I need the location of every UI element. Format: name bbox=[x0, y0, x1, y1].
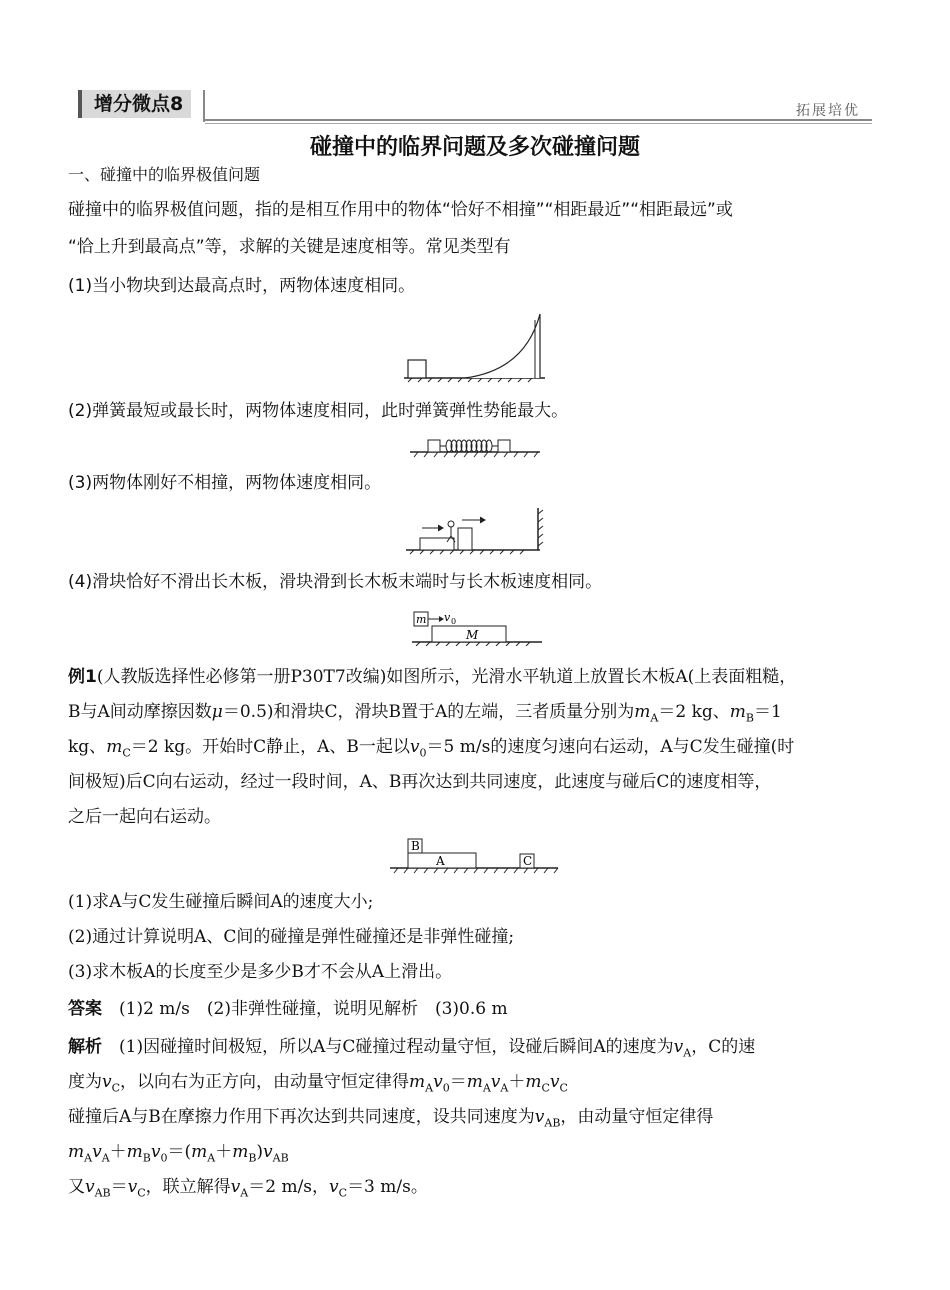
example-line-3: kg、$m_C=2$ kg。开始时C静止，A、B一起以$v_0=5$ m/s的速度匀速向右运动，A与C发生碰撞(时 bbox=[68, 737, 795, 760]
question-3: (3)求木板A的长度至少是多少B才不会从A上滑出。 bbox=[68, 962, 453, 982]
label-C: C bbox=[523, 854, 533, 868]
example-line-2: B与A间动摩擦因数μ＝0.5)和滑块C，滑块B置于A的左端，三者质量分别为$m_A=2$ kg、$m_B=1$ bbox=[68, 702, 782, 725]
intro-line-1: 碰撞中的临界极值问题，指的是相互作用中的物体“恰好不相撞”“相距最近”“相距最远”或 bbox=[68, 200, 733, 220]
figure-abc bbox=[388, 836, 563, 881]
label-v0: v bbox=[444, 611, 451, 624]
question-2: (2)通过计算说明A、C间的碰撞是弹性碰撞还是非弹性碰撞; bbox=[68, 927, 515, 947]
answer-line: 答案 (1)2 m/s (2)非弹性碰撞，说明见解析 (3)0.6 m bbox=[68, 999, 508, 1019]
case-3: (3)两物体刚好不相撞，两物体速度相同。 bbox=[68, 473, 382, 493]
header-rule bbox=[205, 119, 872, 121]
small-block bbox=[408, 360, 426, 378]
page-title: 碰撞中的临界问题及多次碰撞问题 bbox=[309, 135, 640, 160]
section-tag: 增分微点8 bbox=[78, 90, 191, 118]
header-rule-thin bbox=[205, 123, 872, 124]
label-M: M bbox=[466, 628, 479, 642]
label-A: A bbox=[436, 854, 445, 868]
label-m: m bbox=[416, 613, 427, 626]
label-B: B bbox=[411, 839, 420, 853]
analysis-line-4: $m_Av_A+m_Bv_0=(m_A+m_B)v_{AB}$ bbox=[68, 1142, 289, 1165]
right-block bbox=[498, 440, 510, 452]
analysis-line-1: 解析 (1)因碰撞时间极短，所以A与C碰撞过程动量守恒，设碰后瞬间A的速度为$v_A$，C的速 bbox=[68, 1037, 756, 1060]
analysis-line-3: 碰撞后A与B在摩擦力作用下再次达到共同速度，设共同速度为$v_{AB}$，由动量守恒定律得 bbox=[68, 1107, 714, 1130]
case-2: (2)弹簧最短或最长时，两物体速度相同，此时弹簧弹性势能最大。 bbox=[68, 401, 569, 421]
spring-coil bbox=[440, 440, 498, 452]
case-4: (4)滑块恰好不滑出长木板，滑块滑到长木板末端时与长木板速度相同。 bbox=[68, 572, 603, 592]
analysis-line-5: 又$v_{AB}=v_C$，联立解得$v_A=2$ m/s，$v_C=3$ m/s。 bbox=[68, 1177, 428, 1200]
header-divider bbox=[203, 90, 205, 122]
arrow-v0 bbox=[428, 617, 443, 622]
example-line-5: 之后一起向右运动。 bbox=[68, 807, 221, 827]
box bbox=[458, 528, 472, 550]
example-line-4: 间极短)后C向右运动，经过一段时间，A、B再次达到共同速度，此速度与碰后C的速度相等， bbox=[68, 772, 772, 792]
figure-board bbox=[410, 606, 545, 646]
header-category: 拓展培优 bbox=[796, 103, 860, 119]
example-line-1: 例1(人教版选择性必修第一册P30T7改编)如图所示，光滑水平轨道上放置长木板A(上表面粗糙， bbox=[68, 667, 797, 687]
figure-ramp bbox=[400, 310, 550, 385]
analysis-line-2: 度为$v_C$，以向右为正方向，由动量守恒定律得$m_Av_0=m_Av_A+m_Cv_C$ bbox=[68, 1072, 568, 1095]
left-block bbox=[428, 440, 440, 452]
label-v0-sub: 0 bbox=[451, 617, 457, 626]
figure-no-collision bbox=[404, 506, 549, 556]
curved-ramp bbox=[465, 314, 540, 378]
figure-spring bbox=[408, 432, 543, 460]
arrow-right bbox=[462, 517, 485, 523]
case-1: (1)当小物块到达最高点时，两物体速度相同。 bbox=[68, 276, 416, 296]
question-1: (1)求A与C发生碰撞后瞬间A的速度大小; bbox=[68, 892, 374, 912]
arrow-left bbox=[422, 525, 443, 531]
section-heading: 一、碰撞中的临界极值问题 bbox=[68, 165, 261, 184]
intro-line-2: “恰上升到最高点”等，求解的关键是速度相等。常见类型有 bbox=[68, 237, 511, 257]
